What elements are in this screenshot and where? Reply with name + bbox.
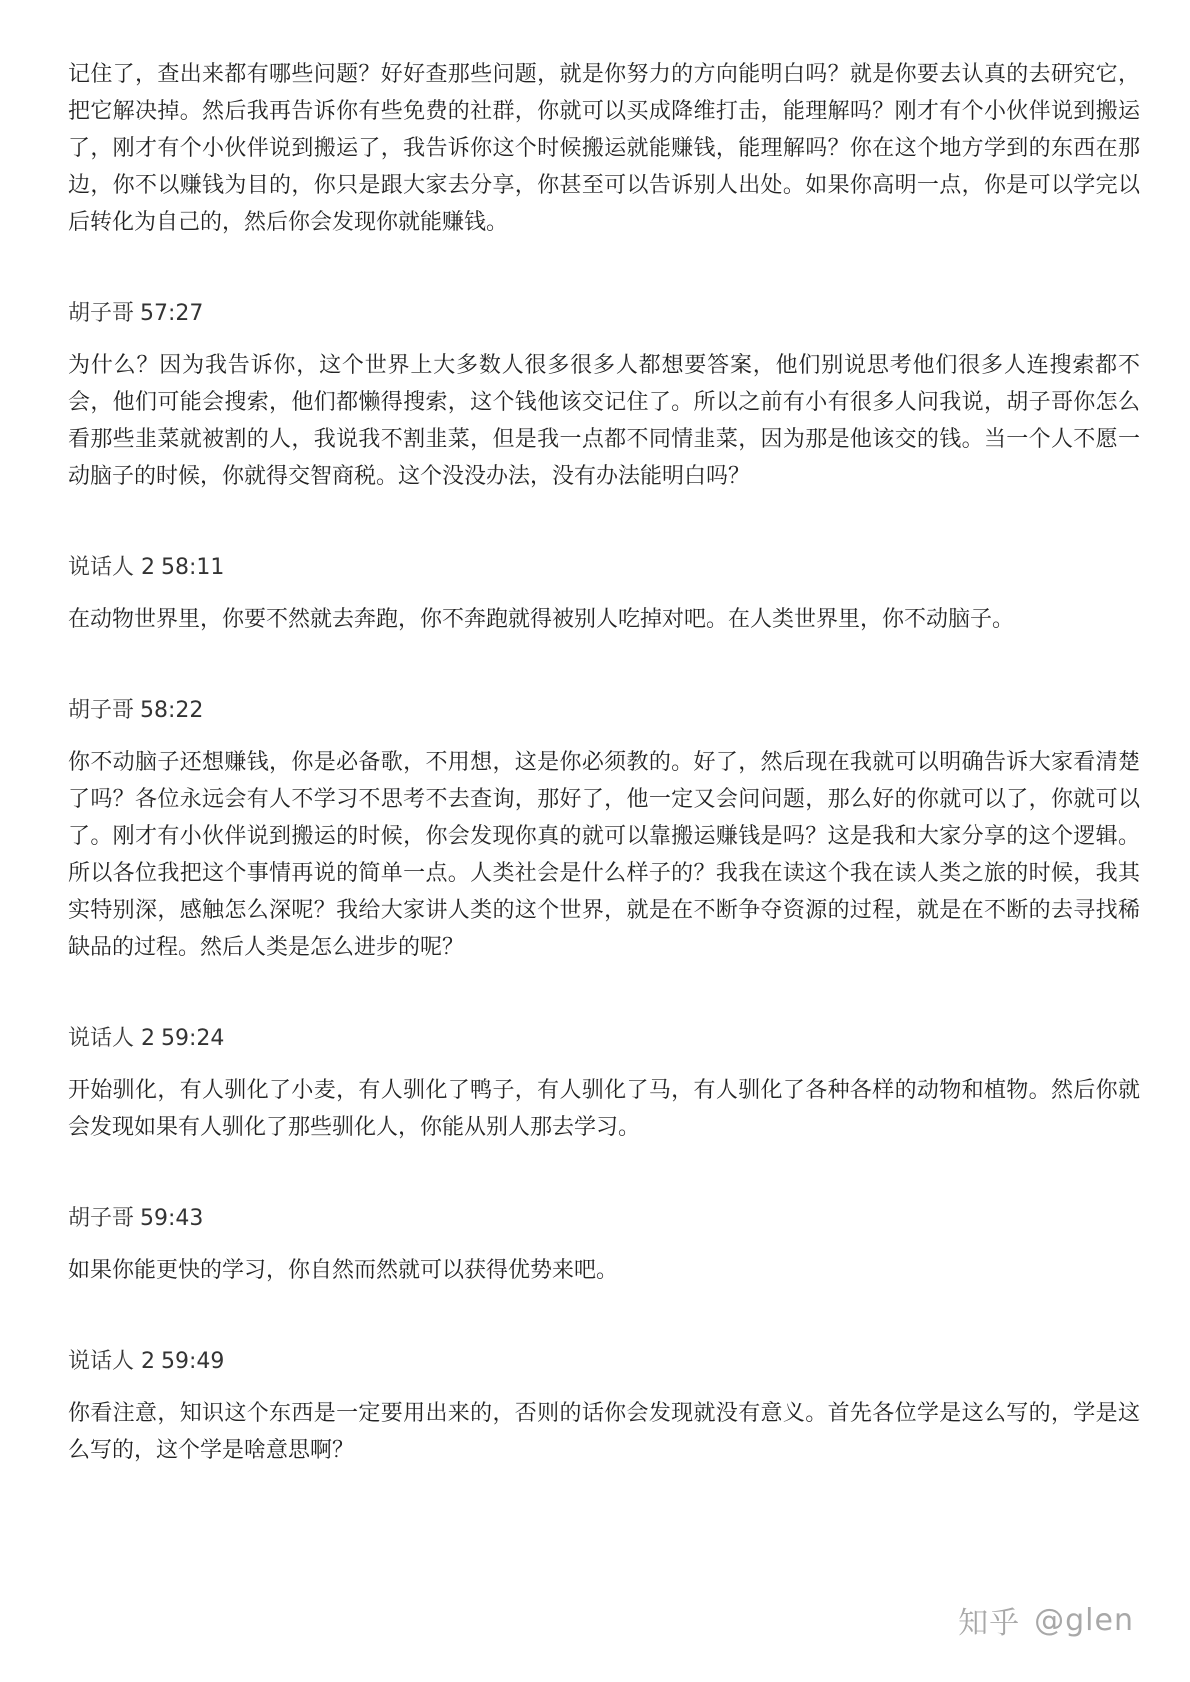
- speaker-header: [68, 299, 1140, 329]
- transcript-block: [68, 1347, 1140, 1469]
- transcript: [68, 56, 1140, 1527]
- transcript-text: 如果你能更快的学习，你自然而然就可以获得优势来吧。: [68, 1258, 619, 1283]
- transcript-block: [68, 1204, 1140, 1289]
- transcript-block: [68, 299, 1140, 495]
- speaker-name: 胡子哥: [68, 301, 135, 326]
- transcript-block: [68, 696, 1140, 966]
- speaker-name: 胡子哥: [68, 698, 135, 723]
- transcript-block: [68, 553, 1140, 638]
- timestamp: 58:11: [161, 555, 225, 580]
- speaker-header: [68, 696, 1140, 726]
- speaker-header: [68, 553, 1140, 583]
- watermark-handle: @glen: [1034, 1602, 1134, 1638]
- timestamp: 57:27: [140, 301, 204, 326]
- speaker-header: [68, 1347, 1140, 1377]
- transcript-text: 为什么？因为我告诉你，这个世界上大多数人很多很多人都想要答案，他们别说思考他们很多人连搜索都不会，他们可能会搜索，他们都懒得搜索，这个钱他该交记住了。所以之前有小有很多人问我说，胡子哥你怎么看那些韭菜就被割的人，我说我不割韭菜，但是我一点都不同情韭菜，因为那是他该交的钱。当一个人不愿一动脑子的时候，你就得交智商税。这个没没办法，没有办法能明白吗？: [68, 353, 1140, 489]
- timestamp: 59:49: [161, 1349, 225, 1374]
- intro-paragraph: 记住了，查出来都有哪些问题？好好查那些问题，就是你努力的方向能明白吗？就是你要去认真的去研究它，把它解决掉。然后我再告诉你有些免费的社群，你就可以买成降维打击，能理解吗？刚才有个小伙伴说到搬运了，刚才有个小伙伴说到搬运了，我告诉你这个时候搬运就能赚钱，能理解吗？你在这个地方学到的东西在那边，你不以赚钱为目的，你只是跟大家去分享，你甚至可以告诉别人出处。如果你高明一点，你是可以学完以后转化为自己的，然后你会发现你就能赚钱。: [68, 62, 1140, 235]
- timestamp: 58:22: [140, 698, 204, 723]
- speaker-name: 胡子哥: [68, 1206, 135, 1231]
- speaker-name: 说话人 2: [68, 1349, 155, 1374]
- transcript-text: 开始驯化，有人驯化了小麦，有人驯化了鸭子，有人驯化了马，有人驯化了各种各样的动物和植物。然后你就会发现如果有人驯化了那些驯化人，你能从别人那去学习。: [68, 1078, 1140, 1140]
- transcript-text: 你看注意，知识这个东西是一定要用出来的，否则的话你会发现就没有意义。首先各位学是这么写的，学是这么写的，这个学是啥意思啊？: [68, 1401, 1140, 1463]
- timestamp: 59:43: [140, 1206, 204, 1231]
- zhihu-watermark: [958, 1598, 1134, 1642]
- transcript-block: [68, 1024, 1140, 1146]
- speaker-name: 说话人 2: [68, 1026, 155, 1051]
- transcript-text: 在动物世界里，你要不然就去奔跑，你不奔跑就得被别人吃掉对吧。在人类世界里，你不动脑子。: [68, 607, 1015, 632]
- watermark-brand: 知乎: [958, 1606, 1021, 1641]
- timestamp: 59:24: [161, 1026, 225, 1051]
- transcript-text: 你不动脑子还想赚钱，你是必备歌，不用想，这是你必须教的。好了，然后现在我就可以明确告诉大家看清楚了吗？各位永远会有人不学习不思考不去查询，那好了，他一定又会问问题，那么好的你就可以了，你就可以了。刚才有小伙伴说到搬运的时候，你会发现你真的就可以靠搬运赚钱是吗？这是我和大家分享的这个逻辑。所以各位我把这个事情再说的简单一点。人类社会是什么样子的？我我在读这个我在读人类之旅的时候，我其实特别深，感触怎么深呢？我给大家讲人类的这个世界，就是在不断争夺资源的过程，就是在不断的去寻找稀缺品的过程。然后人类是怎么进步的呢？: [68, 750, 1140, 960]
- speaker-header: [68, 1204, 1140, 1234]
- speaker-header: [68, 1024, 1140, 1054]
- speaker-name: 说话人 2: [68, 555, 155, 580]
